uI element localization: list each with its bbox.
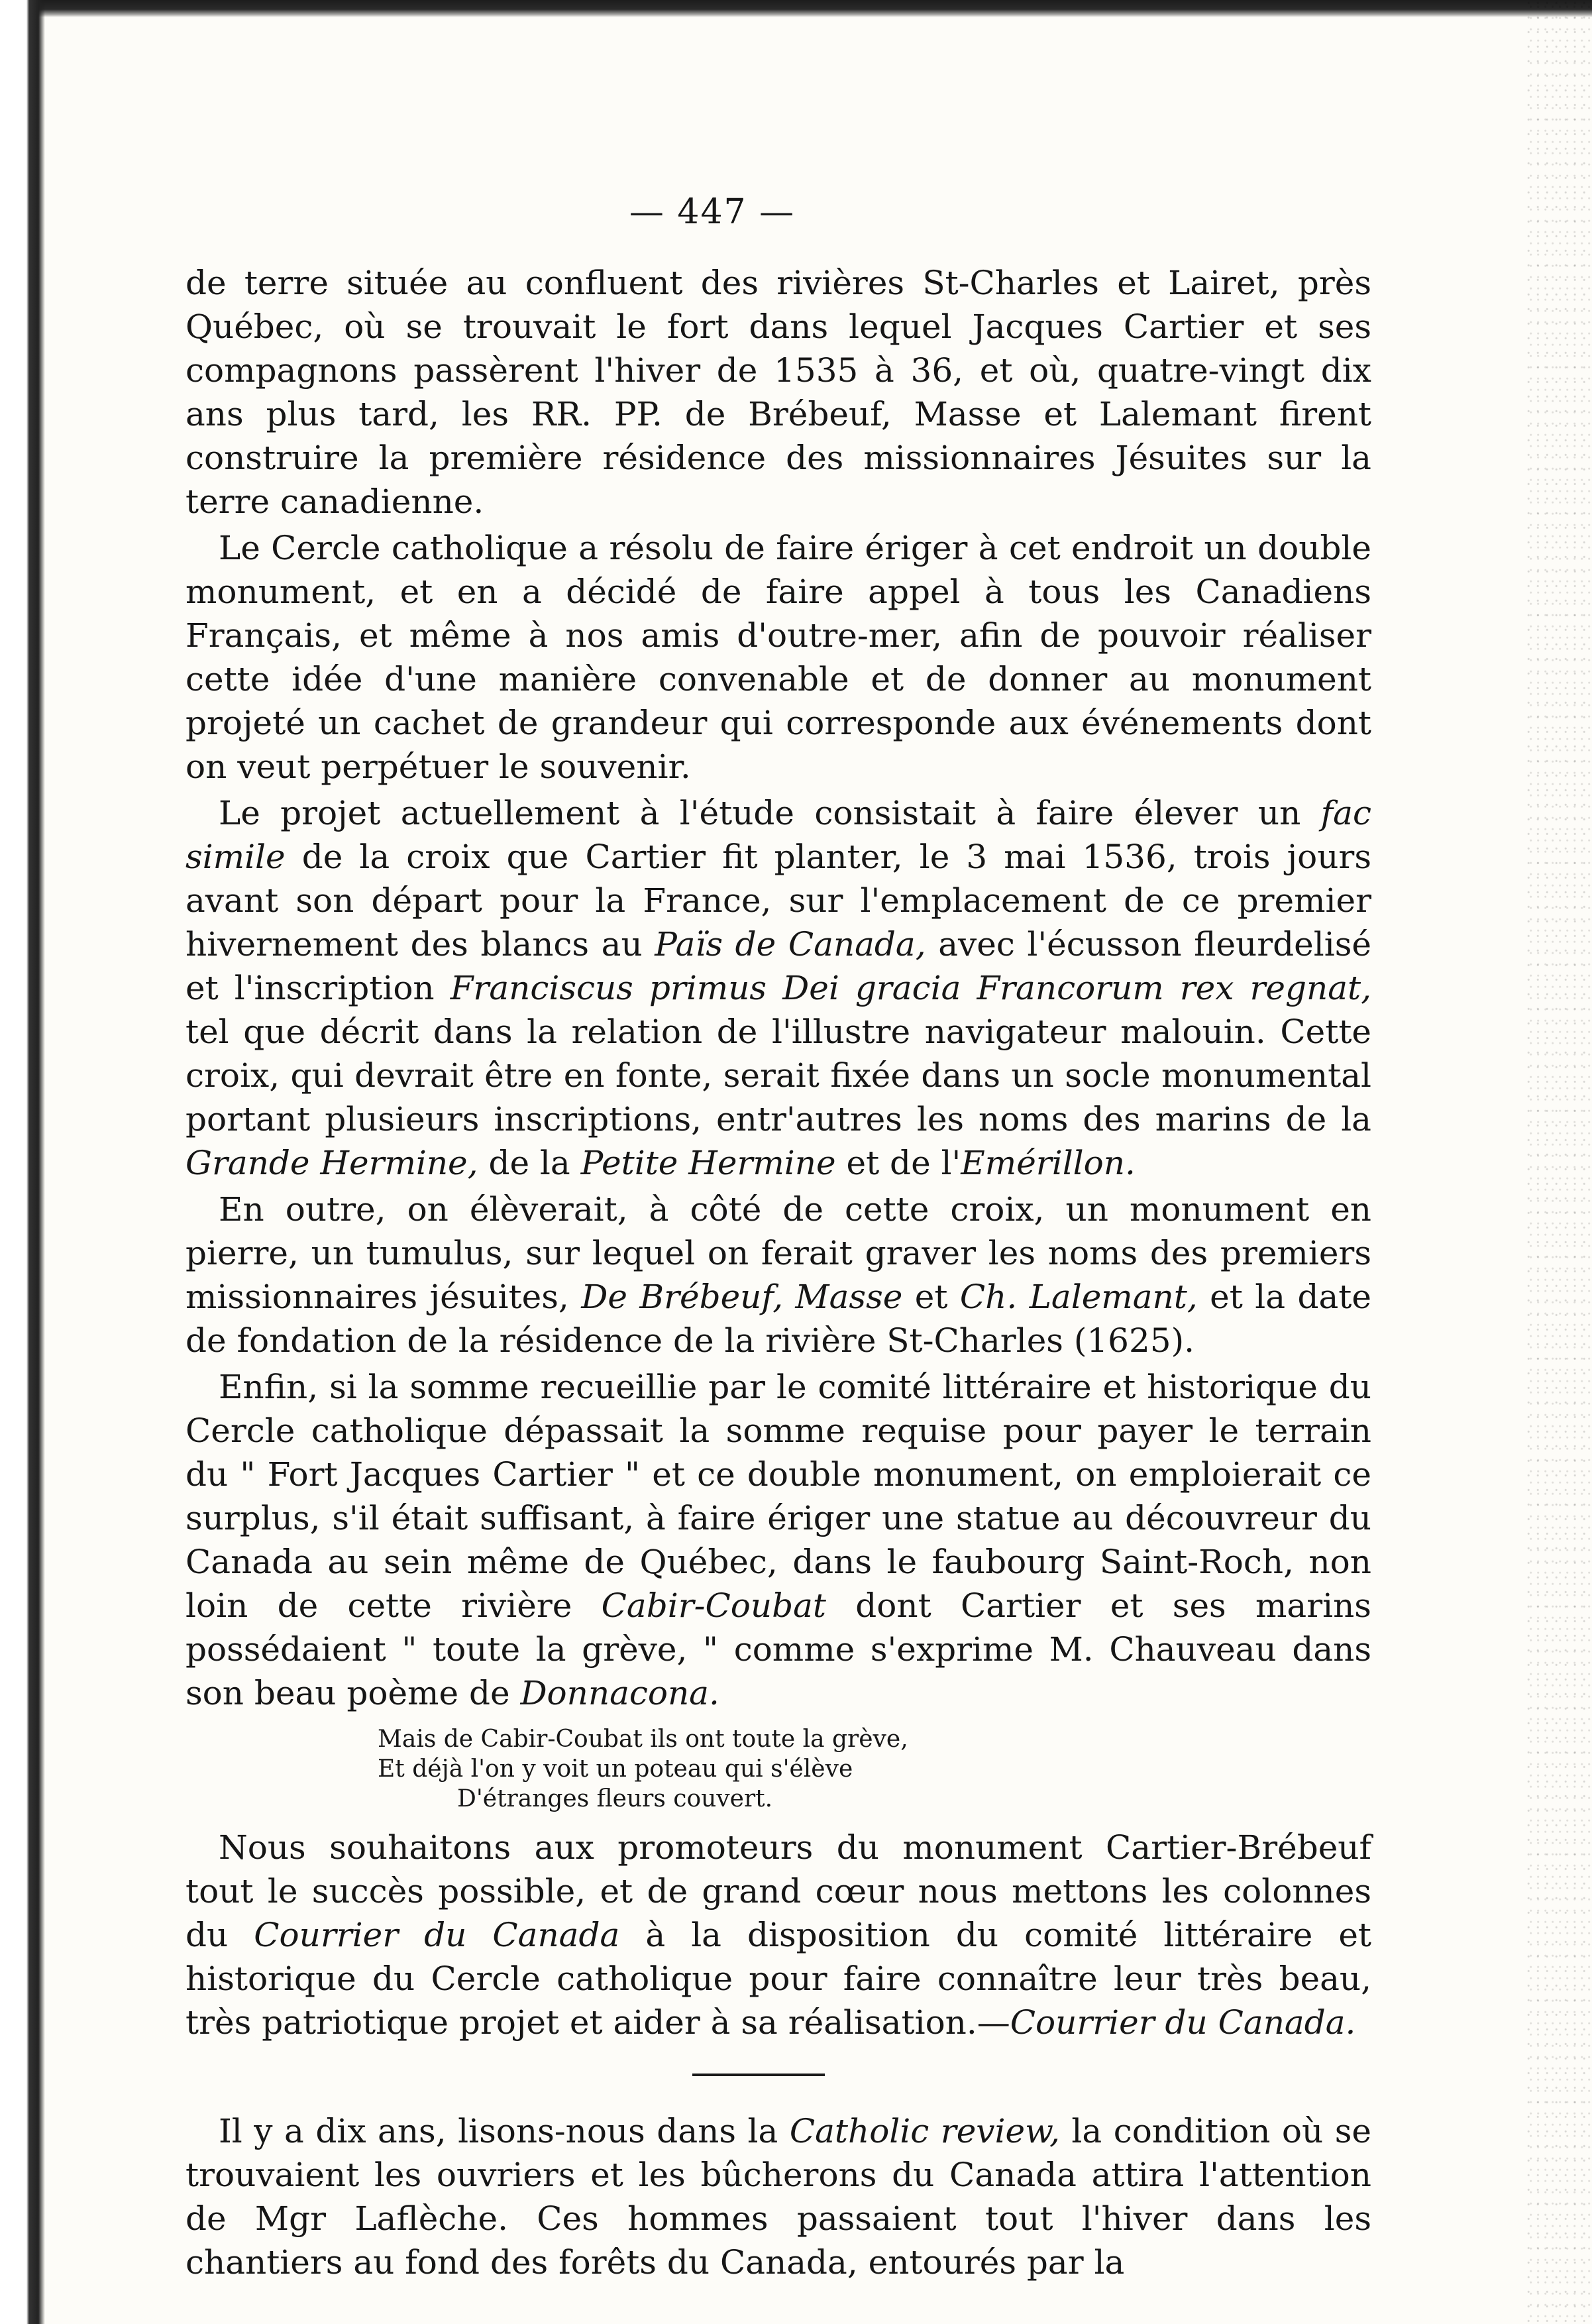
poem-line-1: Mais de Cabir-Coubat ils ont toute la grève, xyxy=(378,1726,908,1753)
section-divider xyxy=(692,2074,825,2076)
closing-text-b: à la disposition du comité littéraire et historique du Cercle catholique pour faire connaître leur très beau, très patriotique projet et aider à sa réalisation.— xyxy=(186,1916,1371,2042)
paragraph-3 xyxy=(186,791,1371,1185)
paragraph-4 xyxy=(186,1188,1371,1362)
paragraph-4-text-c: et la date de fondation de la résidence de la rivière St-Charles (1625). xyxy=(186,1278,1371,1360)
courrier-du-canada-italic: Courrier du Canada xyxy=(254,1916,620,1954)
paragraph-3-text-d: tel que décrit dans la relation de l'illustre navigateur malouin. Cette croix, qui devrait être en fonte, serait fixée dans un socle monumental portant plusieurs inscriptions, entr'autres les noms des marins de la xyxy=(186,1013,1371,1138)
petite-hermine-italic: Petite Hermine xyxy=(580,1144,836,1182)
final-text-b: la condition où se trouvaient les ouvriers et les bûcherons du Canada attira l'attention de Mgr Laflèche. Ces hommes passaient tout l'hiver dans les chantiers au fond des forêts du Canada, entourés par la xyxy=(186,2112,1371,2282)
fac-simile-italic: fac simile xyxy=(186,794,1371,876)
closing-text-a: Nous souhaitons aux promoteurs du monument Cartier-Brébeuf tout le succès possible, et de grand cœur nous mettons les colonnes du xyxy=(186,1828,1371,1954)
paragraph-2: Le Cercle catholique a résolu de faire ériger à cet endroit un double monument, et en a décidé de faire appel à tous les Canadiens Français, et même à nos amis d'outre-mer, afin de pouvoir réaliser cette idée d'une manière convenable et de donner au monument projeté un cachet de grandeur qui corresponde aux événements dont on veut perpétuer le souvenir. xyxy=(186,529,1371,786)
paragraph-3-text-e: de la xyxy=(488,1144,570,1182)
paragraph-3-text-a: Le projet actuellement à l'étude consistait à faire élever un xyxy=(219,794,1301,832)
scan-binding-edge xyxy=(0,0,45,2324)
closing-paragraph xyxy=(186,1826,1371,2044)
cabir-coubat-italic: Cabir-Coubat xyxy=(601,1586,826,1625)
grande-hermine-italic: Grande Hermine, xyxy=(186,1144,478,1182)
de-brebeuf-masse-italic: De Brébeuf, Masse xyxy=(581,1278,903,1316)
pais-de-canada-italic: Païs de Canada, xyxy=(655,925,926,964)
final-paragraph xyxy=(186,2109,1371,2284)
latin-inscription-italic: Franciscus primus Dei gracia Francorum rex regnat, xyxy=(450,969,1371,1007)
page-number: — 447 — xyxy=(629,192,796,232)
poem-line-3: D'étranges fleurs couvert. xyxy=(457,1785,773,1812)
scan-top-edge xyxy=(0,0,1592,17)
donnacona-italic: Donnacona. xyxy=(520,1674,719,1712)
paragraph-4-text-b: et xyxy=(914,1278,948,1316)
paragraph-3-text-f: et de l' xyxy=(846,1144,961,1182)
catholic-review-italic: Catholic review, xyxy=(789,2112,1060,2150)
poem-quote xyxy=(378,1724,1371,1814)
paragraph-5 xyxy=(186,1365,1371,1715)
paragraph-5-text-b: dont Cartier et ses marins possédaient " toute la grève, " comme s'exprime M. Chauveau dans son beau poème de xyxy=(186,1586,1371,1712)
scan-right-margin-noise xyxy=(1526,0,1592,2324)
source-signature: Courrier du Canada. xyxy=(1010,2003,1356,2042)
poem-line-2: Et déjà l'on y voit un poteau qui s'élève xyxy=(378,1755,853,1783)
paragraph-3-text-b: de la croix que Cartier fit planter, le 3 mai 1536, trois jours avant son départ pour la France, sur l'emplacement de ce premier hivernement des blancs au xyxy=(186,838,1371,964)
paragraph-3-text-c: avec l'écusson fleurdelisé et l'inscription xyxy=(186,925,1371,1007)
ch-lalemant-italic: Ch. Lalemant, xyxy=(959,1278,1198,1316)
paragraph-1: de terre située au confluent des rivières St-Charles et Lairet, près Québec, où se trouvait le fort dans lequel Jacques Cartier et ses compagnons passèrent l'hiver de 1535 à 36, et où, quatre-vingt dix ans plus tard, les RR. PP. de Brébeuf, Masse et Lalemant firent construire la première résidence des missionnaires Jésuites sur la terre canadienne. xyxy=(186,264,1371,521)
final-text-a: Il y a dix ans, lisons-nous dans la xyxy=(219,2112,778,2150)
paragraph-4-text-a: En outre, on élèverait, à côté de cette croix, un monument en pierre, un tumulus, sur lequel on ferait graver les noms des premiers missionnaires jésuites, xyxy=(186,1190,1371,1316)
document-page xyxy=(186,192,1371,2284)
emerillon-italic: Emérillon. xyxy=(961,1144,1136,1182)
paragraph-5-text-a: Enfin, si la somme recueillie par le comité littéraire et historique du Cercle catholique dépassait la somme requise pour payer le terrain du " Fort Jacques Cartier " et ce double monument, on emploierait ce surplus, s'il était suffisant, à faire ériger une statue au découvreur du Canada au sein même de Québec, dans le faubourg Saint-Roch, non loin de cette rivière xyxy=(186,1368,1371,1625)
